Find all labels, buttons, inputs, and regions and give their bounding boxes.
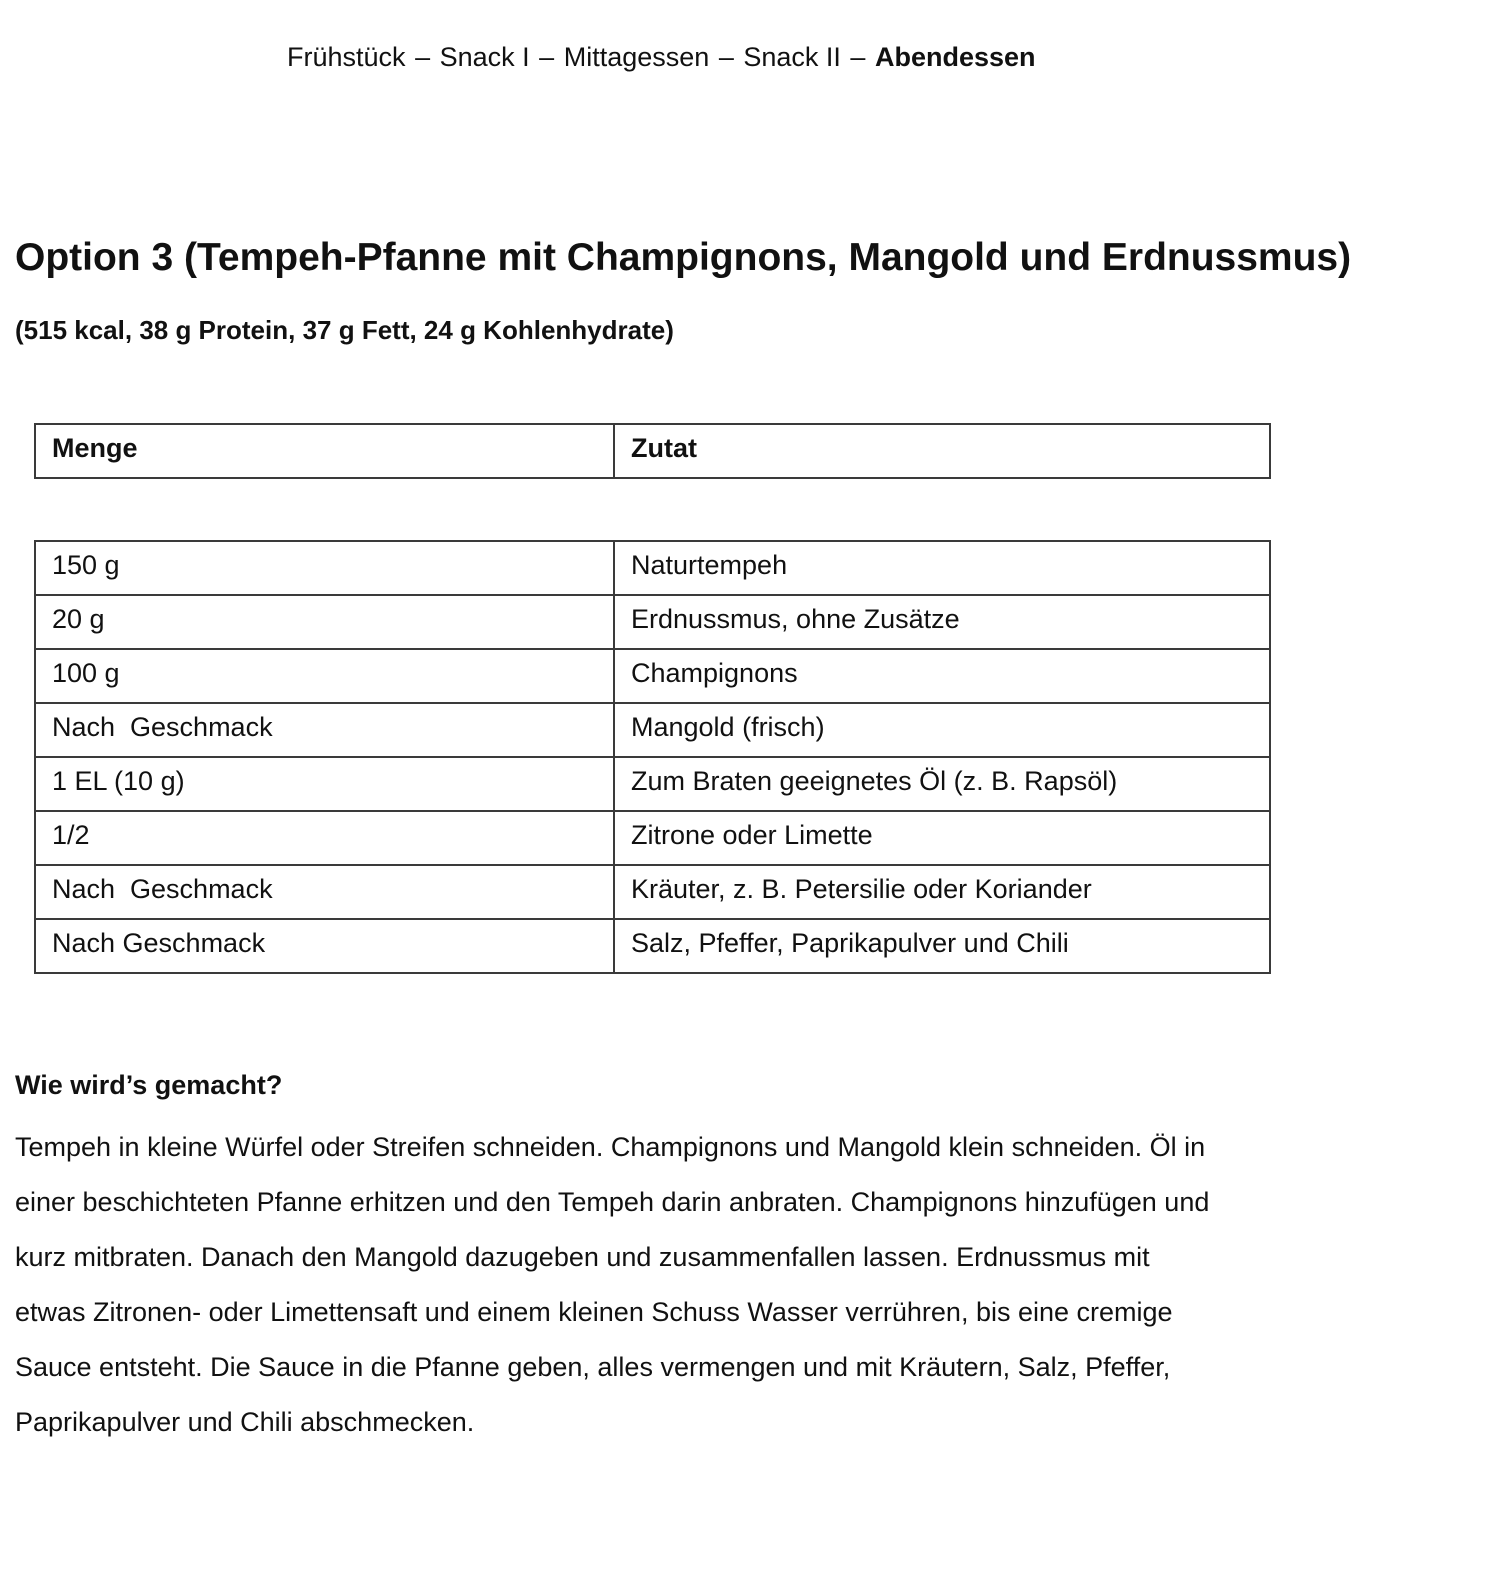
table-row (35, 703, 1270, 757)
ingredient-cell: Zitrone oder Limette (614, 811, 1270, 865)
ingredient-cell: Mangold (frisch) (614, 703, 1270, 757)
ingredient-cell: Kräuter, z. B. Petersilie oder Koriander (614, 865, 1270, 919)
ingredients-table (34, 540, 1271, 974)
meal-navigation (287, 40, 1036, 74)
ingredient-cell: Naturtempeh (614, 541, 1270, 595)
table-row (35, 595, 1270, 649)
method-line: etwas Zitronen- oder Limettensaft und einem kleinen Schuss Wasser verrühren, bis eine cremige (15, 1297, 1173, 1327)
column-header-menge: Menge (35, 424, 614, 478)
meal-nav-snack-1: Snack I (439, 42, 530, 72)
method-line: kurz mitbraten. Danach den Mangold dazugeben und zusammenfallen lassen. Erdnussmus mit (15, 1242, 1150, 1272)
meal-nav-separator: – (539, 42, 555, 72)
table-row (35, 919, 1270, 973)
ingredients-header-table (34, 423, 1271, 479)
meal-nav-separator: – (415, 42, 431, 72)
column-header-zutat: Zutat (614, 424, 1270, 478)
method-line: Tempeh in kleine Würfel oder Streifen schneiden. Champignons und Mangold klein schneiden. Öl in (15, 1132, 1206, 1162)
method-line: Paprikapulver und Chili abschmecken. (15, 1407, 475, 1437)
meal-nav-fruehstueck: Frühstück (287, 42, 406, 72)
quantity-cell: 1 EL (10 g) (35, 757, 614, 811)
table-row (35, 541, 1270, 595)
table-row (35, 811, 1270, 865)
meal-nav-mittagessen: Mittagessen (563, 42, 710, 72)
table-header-row (35, 424, 1270, 478)
quantity-cell: Nach Geschmack (35, 865, 614, 919)
meal-nav-separator: – (850, 42, 866, 72)
quantity-cell: 20 g (35, 595, 614, 649)
nutrition-summary: (515 kcal, 38 g Protein, 37 g Fett, 24 g Kohlenhydrate) (15, 315, 674, 345)
meal-nav-abendessen-active: Abendessen (874, 42, 1036, 72)
ingredient-cell: Zum Braten geeignetes Öl (z. B. Rapsöl) (614, 757, 1270, 811)
meal-nav-snack-2: Snack II (743, 42, 841, 72)
method-line: Sauce entsteht. Die Sauce in die Pfanne geben, alles vermengen und mit Kräutern, Salz, Pfeffer, (15, 1352, 1171, 1382)
quantity-cell: 100 g (35, 649, 614, 703)
method-instructions (15, 1120, 1305, 1450)
method-heading: Wie wird’s gemacht? (15, 1070, 283, 1100)
table-row (35, 757, 1270, 811)
ingredient-cell: Salz, Pfeffer, Paprikapulver und Chili (614, 919, 1270, 973)
table-row (35, 649, 1270, 703)
method-line: einer beschichteten Pfanne erhitzen und den Tempeh darin anbraten. Champignons hinzufügen und (15, 1187, 1210, 1217)
ingredient-cell: Erdnussmus, ohne Zusätze (614, 595, 1270, 649)
quantity-cell: Nach Geschmack (35, 703, 614, 757)
recipe-title: Option 3 (Tempeh-Pfanne mit Champignons, Mangold und Erdnussmus) (15, 236, 1352, 279)
meal-nav-separator: – (718, 42, 734, 72)
table-row (35, 865, 1270, 919)
ingredient-cell: Champignons (614, 649, 1270, 703)
quantity-cell: Nach Geschmack (35, 919, 614, 973)
quantity-cell: 1/2 (35, 811, 614, 865)
quantity-cell: 150 g (35, 541, 614, 595)
